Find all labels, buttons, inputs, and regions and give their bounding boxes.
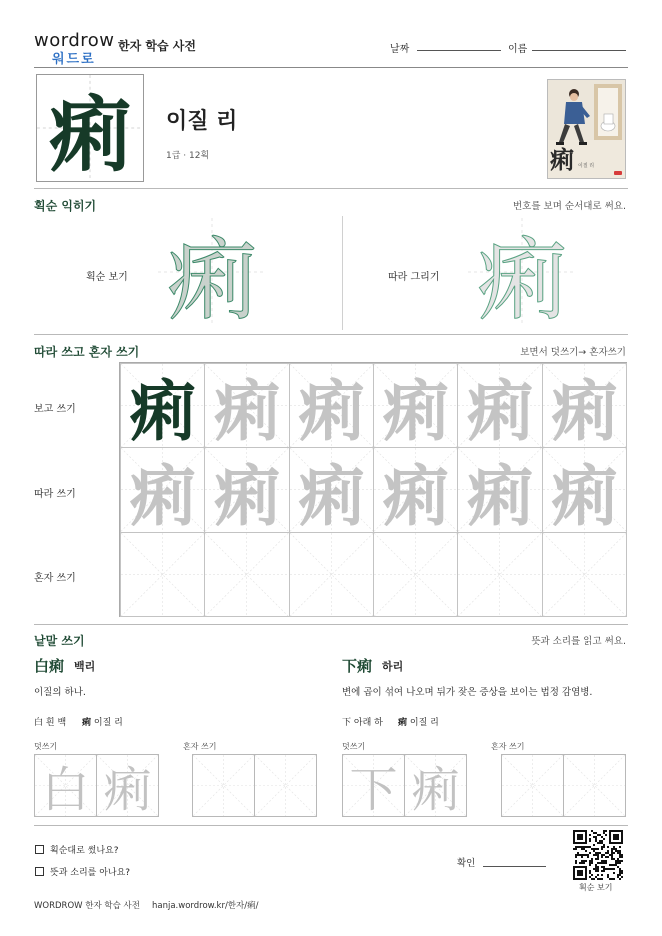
cell-guide-lines [121, 533, 204, 616]
thumbnail-char: 痢 [550, 145, 574, 174]
trace-char: 痢 [382, 372, 449, 449]
main-char: 痢 [48, 86, 131, 182]
word-1-part-1-meaning: 흰 백 [45, 718, 67, 728]
name-label: 이름 [508, 44, 528, 55]
word-2-reading: 하리 [382, 660, 404, 673]
check-stroke-order[interactable] [35, 845, 44, 854]
name-field[interactable] [532, 50, 626, 51]
cell-guide-lines [255, 755, 316, 816]
confirm-label: 확인 [457, 858, 476, 869]
practice-cell[interactable] [457, 532, 542, 617]
word-free-cell[interactable] [563, 754, 626, 817]
header-divider [34, 67, 628, 68]
practice-cell [204, 447, 289, 532]
qr-code-image [573, 830, 623, 880]
word-1-hanja: 白痢 [34, 657, 65, 675]
stroke-view-char: 痢 [167, 228, 257, 333]
practice-cell [204, 363, 289, 448]
word-trace-cell[interactable] [96, 754, 159, 817]
main-char-box [36, 74, 144, 182]
model-char: 痢 [129, 372, 196, 449]
word-trace-cell[interactable] [404, 754, 467, 817]
illustration-thumbnail[interactable] [547, 79, 626, 179]
word-1-reading: 백리 [74, 660, 96, 673]
practice-section-hint: 보면서 덧쓰기→ 혼자쓰기 [520, 347, 626, 358]
trace-char: 痢 [466, 456, 533, 533]
footer-brand: WORDROW 한자 학습 사전 [34, 901, 140, 911]
trace-char: 痢 [298, 456, 365, 533]
row-label-free: 혼자 쓰기 [34, 573, 76, 584]
confirm-field[interactable] [483, 866, 546, 867]
trace-char: 痢 [382, 456, 449, 533]
cell-guide-lines [502, 755, 563, 816]
stroke-divider [342, 216, 343, 330]
trace-char: 痢 [213, 456, 280, 533]
practice-cell [120, 363, 205, 448]
thumbnail-caption: 이질 리 [578, 163, 595, 169]
trace-char: 痢 [129, 456, 196, 533]
trace-char: 痢 [551, 456, 618, 533]
word-2-trace-label: 덧쓰기 [342, 742, 366, 751]
word-2-part-2-char: 痢 [398, 718, 408, 728]
word-1-trace-label: 덧쓰기 [34, 742, 58, 751]
row-label-see: 보고 쓰기 [34, 404, 76, 415]
word-2-definition: 변에 곱이 섞여 나오며 뒤가 잦은 증상을 보이는 법정 감염병. [342, 687, 593, 698]
stroke-view-label: 획순 보기 [86, 272, 128, 283]
divider-3 [34, 624, 628, 625]
word-trace-char: 痢 [103, 762, 152, 817]
word-trace-char: 痢 [411, 762, 460, 817]
date-field[interactable] [417, 50, 501, 51]
word-1-part-1 [34, 715, 66, 728]
trace-char: 痢 [213, 372, 280, 449]
cell-guide-lines [458, 533, 541, 616]
cell-guide-lines [543, 533, 626, 616]
logo-wordrow: wordrow [34, 30, 115, 51]
stroke-section-hint: 번호를 보며 순서대로 써요. [512, 201, 626, 212]
word-1-part-2-char: 痢 [82, 718, 92, 728]
practice-cell [289, 363, 374, 448]
thumbnail-badge [614, 171, 622, 175]
qr-code[interactable] [573, 830, 623, 880]
word-2-hanja: 下痢 [342, 657, 373, 675]
practice-cell [373, 363, 458, 448]
practice-cell [457, 363, 542, 448]
divider-1 [34, 188, 628, 189]
divider-4 [34, 825, 628, 826]
stroke-trace-char: 痢 [477, 228, 567, 333]
practice-cell[interactable] [373, 532, 458, 617]
practice-cell[interactable] [289, 532, 374, 617]
word-trace-cell[interactable] [342, 754, 405, 817]
practice-cell [289, 447, 374, 532]
word-free-cell[interactable] [501, 754, 564, 817]
cell-guide-lines [290, 533, 373, 616]
word-1-free-label: 혼자 쓰기 [183, 742, 217, 751]
word-2-part-1-char: 下 [342, 718, 352, 728]
check-meaning-sound-label: 뜻과 소리를 아나요? [50, 868, 131, 878]
stroke-section-title: 획순 익히기 [34, 199, 97, 213]
practice-cell [457, 447, 542, 532]
trace-char: 痢 [551, 372, 618, 449]
word-trace-char: 白 [41, 762, 90, 817]
practice-cell [373, 447, 458, 532]
practice-cell[interactable] [120, 532, 205, 617]
cell-guide-lines [205, 533, 288, 616]
practice-cell[interactable] [204, 532, 289, 617]
word-1-part-2 [82, 715, 123, 728]
cell-guide-lines [564, 755, 625, 816]
word-2-part-2 [398, 715, 439, 728]
header-title: 한자 학습 사전 [118, 39, 196, 53]
qr-label: 획순 보기 [579, 883, 613, 892]
word-free-cell[interactable] [192, 754, 255, 817]
word-1-part-1-char: 白 [34, 718, 44, 728]
stroke-trace-box[interactable] [468, 218, 576, 333]
practice-cell [542, 363, 627, 448]
stroke-trace-label: 따라 그리기 [388, 272, 440, 283]
word-2-part-2-meaning: 이질 리 [409, 718, 439, 728]
check-meaning-sound[interactable] [35, 867, 44, 876]
check-stroke-order-label: 획순대로 썼나요? [50, 846, 119, 856]
meaning-sound: 이질 리 [166, 109, 238, 134]
date-label: 날짜 [390, 44, 410, 55]
logo [34, 30, 116, 67]
word-2-part-1-meaning: 아래 하 [353, 718, 383, 728]
word-1-part-2-meaning: 이질 리 [93, 718, 123, 728]
row-label-trace: 따라 쓰기 [34, 489, 76, 500]
footer-url[interactable]: hanja.wordrow.kr/한자/痢/ [152, 901, 259, 911]
word-2-free-label: 혼자 쓰기 [491, 742, 525, 751]
words-section-title: 낱말 쓰기 [34, 634, 85, 648]
cell-guide-lines [193, 755, 254, 816]
divider-2 [34, 334, 628, 335]
word-1-definition: 이질의 하나. [34, 687, 86, 698]
word-trace-cell[interactable] [34, 754, 97, 817]
trace-char: 痢 [298, 372, 365, 449]
words-section-hint: 뜻과 소리를 읽고 써요. [531, 636, 626, 647]
practice-section-title: 따라 쓰고 혼자 쓰기 [34, 345, 140, 359]
level-strokes: 1급 · 12획 [166, 151, 210, 161]
logo-korean: 워드로 [52, 52, 96, 67]
word-2-part-1 [342, 715, 383, 728]
word-trace-char: 下 [349, 762, 398, 817]
practice-grid [119, 362, 627, 617]
practice-cell[interactable] [542, 532, 627, 617]
practice-cell [120, 447, 205, 532]
cell-guide-lines [374, 533, 457, 616]
trace-char: 痢 [466, 372, 533, 449]
practice-cell [542, 447, 627, 532]
stroke-view-box [158, 218, 266, 333]
word-free-cell[interactable] [254, 754, 317, 817]
